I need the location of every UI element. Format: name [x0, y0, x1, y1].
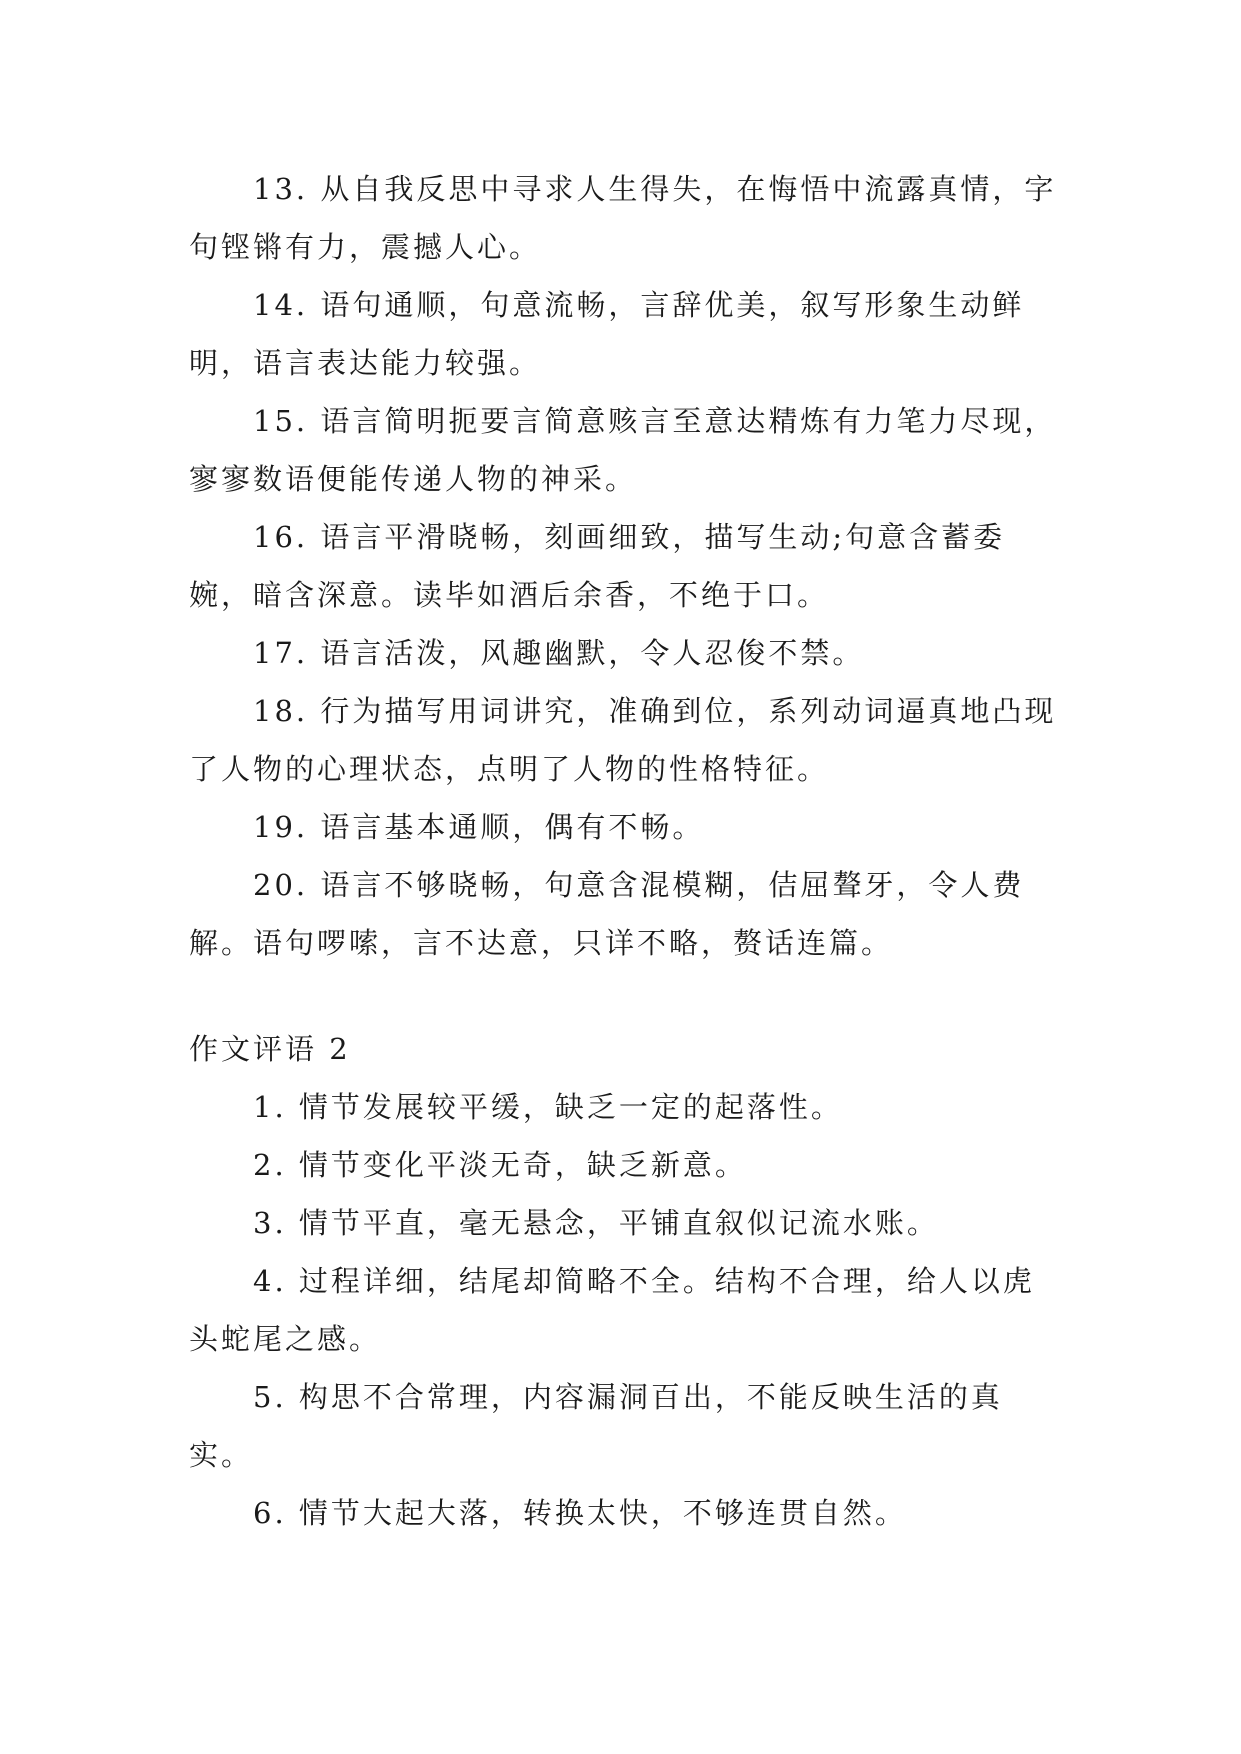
comment-item-13: 13. 从自我反思中寻求人生得失，在悔悟中流露真情，字句铿锵有力，震撼人心。	[189, 172, 1057, 264]
plot-comment-4: 4. 过程详细，结尾却简略不全。结构不合理，给人以虎头蛇尾之感。	[189, 1264, 1035, 1356]
comment-item-14: 14. 语句通顺，句意流畅，言辞优美，叙写形象生动鲜明，语言表达能力较强。	[189, 288, 1025, 380]
comment-item-17: 17. 语言活泼，风趣幽默，令人忍俊不禁。	[253, 636, 865, 670]
plot-comment-5: 5. 构思不合常理，内容漏洞百出，不能反映生活的真实。	[189, 1380, 1003, 1472]
plot-comment-6: 6. 情节大起大落，转换太快，不够连贯自然。	[253, 1496, 907, 1530]
plot-comment-1: 1. 情节发展较平缓，缺乏一定的起落性。	[253, 1090, 843, 1124]
section-title: 作文评语 2	[189, 1032, 351, 1066]
comment-item-18: 18. 行为描写用词讲究，准确到位，系列动词逼真地凸现了人物的心理状态，点明了人物的性格特征。	[189, 694, 1057, 786]
document-body	[189, 160, 1059, 1542]
plot-comment-2: 2. 情节变化平淡无奇，缺乏新意。	[253, 1148, 747, 1182]
comment-item-19: 19. 语言基本通顺，偶有不畅。	[253, 810, 705, 844]
comment-item-15: 15. 语言简明扼要言简意赅言至意达精炼有力笔力尽现，寥寥数语便能传递人物的神采。	[189, 404, 1057, 496]
comment-item-16: 16. 语言平滑晓畅，刻画细致，描写生动;句意含蓄委婉，暗含深意。读毕如酒后余香，不绝于口。	[189, 520, 1006, 612]
comment-item-20: 20. 语言不够晓畅，句意含混模糊，佶屈聱牙，令人费解。语句啰嗦，言不达意，只详不略，赘话连篇。	[189, 868, 1025, 960]
plot-comment-3: 3. 情节平直，毫无悬念，平铺直叙似记流水账。	[253, 1206, 939, 1240]
